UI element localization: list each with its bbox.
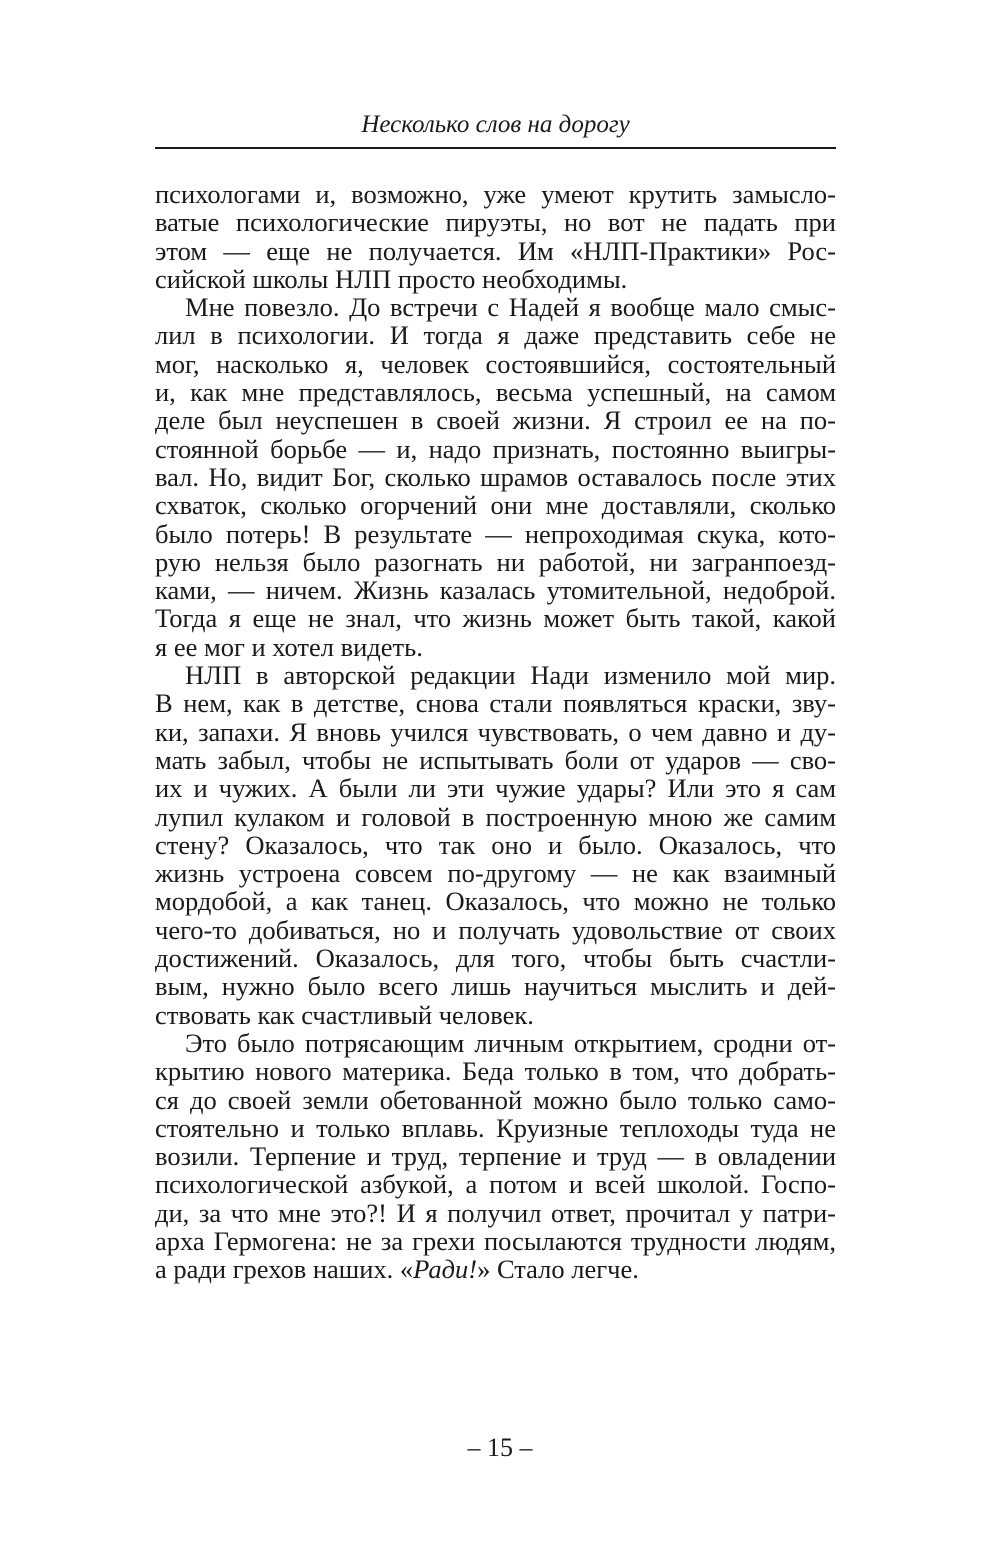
text-line: жизнь устроена совсем по-другому — не как взаимный <box>155 858 836 889</box>
paragraph <box>155 1029 836 1284</box>
text-line: этом — еще не получается. Им «НЛП-Практики» Рос- <box>155 235 836 266</box>
text-line: психологами и, возможно, уже умеют крутить замысло- <box>155 179 836 209</box>
text-line: схваток, сколько огорчений они мне доставляли, сколько <box>155 490 836 521</box>
text-line: сийской школы НЛП просто необходимы. <box>155 263 628 294</box>
text-line: было потерь! В результате — непроходимая скука, кото- <box>155 518 836 549</box>
text-line: рую нельзя было разогнать ни работой, ни загранпоезд- <box>155 546 836 577</box>
text-line: ками, — ничем. Жизнь казалась утомительной, недоброй. <box>155 575 836 606</box>
text-line: мать забыл, чтобы не испытывать боли от ударов — сво- <box>155 744 836 775</box>
text-line: НЛП в авторской редакции Нади изменило мой мир. <box>185 660 836 691</box>
page-number: – 15 – <box>467 1433 533 1462</box>
text-line: крытию нового материка. Беда только в том, что добрать- <box>155 1056 836 1087</box>
text-segment: » Стало легче. <box>477 1254 639 1285</box>
running-header: Несколько слов на дорогу <box>361 111 630 138</box>
text-line: вым, нужно было всего лишь научиться мыслить и дей- <box>155 971 836 1002</box>
text-line: их и чужих. А были ли эти чужие удары? Или это я сам <box>155 773 836 804</box>
text-line: ки, запахи. Я вновь учился чувствовать, о чем давно и ду- <box>155 716 836 747</box>
text-line: возили. Терпение и труд, терпение и труд — в овладении <box>155 1141 836 1172</box>
paragraph <box>155 180 836 293</box>
text-line: мог, насколько я, человек состоявшийся, состоятельный <box>155 348 836 379</box>
text-line: психологической азбукой, а потом и всей школой. Госпо- <box>155 1169 836 1200</box>
text-line: стоянной борьбе — и, надо признать, постоянно выигры- <box>155 433 836 464</box>
text-line: Мне повезло. До встречи с Надей я вообще мало смыс- <box>185 292 836 323</box>
text-line: арха Гермогена: не за грехи посылаются трудности людям, <box>155 1225 836 1256</box>
text-line: мордобой, а как танец. Оказалось, что можно не только <box>155 886 836 917</box>
text-line <box>155 1255 836 1283</box>
text-line: Это было потрясающим личным открытием, сродни от- <box>185 1027 836 1058</box>
text-line: ди, за что мне это?! И я получил ответ, прочитал у патри- <box>155 1197 836 1228</box>
text-line: я ее мог и хотел видеть. <box>155 631 423 662</box>
text-segment: а ради грехов наших. « <box>155 1254 414 1285</box>
text-line: ся до своей земли обетованной можно было только само- <box>155 1084 836 1115</box>
text-line: Тогда я еще не знал, что жизнь может быть такой, какой <box>155 603 836 634</box>
text-line: деле был неуспешен в своей жизни. Я строил ее на по- <box>155 405 836 436</box>
header-rule <box>155 147 836 149</box>
text-line: вал. Но, видит Бог, сколько шрамов оставалось после этих <box>155 461 836 492</box>
emphasis-text: Ради! <box>413 1254 478 1285</box>
text-line: лил в психологии. И тогда я даже представить себе не <box>155 320 836 351</box>
text-line: чего-то добиваться, но и получать удовольствие от своих <box>155 914 836 945</box>
body-text <box>155 180 836 1284</box>
text-line: и, как мне представлялось, весьма успешный, на самом <box>155 377 836 408</box>
text-line: ватые психологические пируэты, но вот не падать при <box>155 207 836 238</box>
text-line: В нем, как в детстве, снова стали появляться краски, зву- <box>155 688 836 719</box>
text-line: лупил кулаком и головой в построенную мною же самим <box>155 801 836 832</box>
text-line: достижений. Оказалось, для того, чтобы быть счастли- <box>155 943 836 974</box>
text-line: стену? Оказалось, что так оно и было. Оказалось, что <box>155 829 836 860</box>
paragraph <box>155 661 836 1029</box>
text-line: стоятельно и только вплавь. Круизные теплоходы туда не <box>155 1112 836 1143</box>
text-line: ствовать как счастливый человек. <box>155 999 534 1030</box>
paragraph <box>155 293 836 661</box>
